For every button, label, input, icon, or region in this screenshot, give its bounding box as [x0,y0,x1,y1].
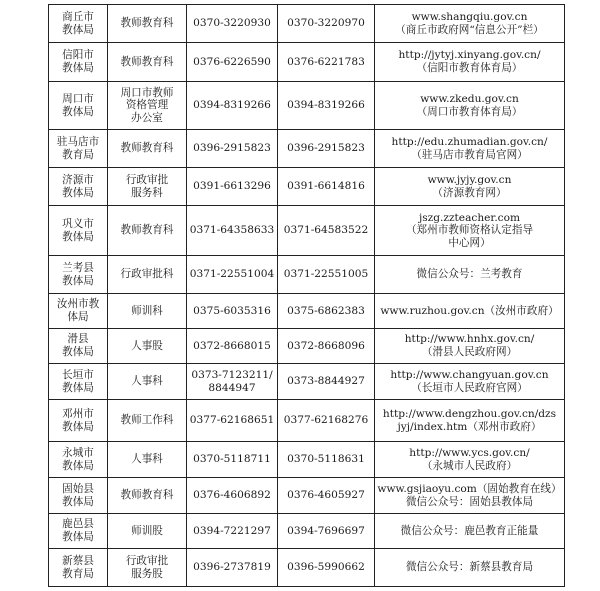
cell-line: 0396-2737819 [193,561,271,574]
phone-cell [187,364,278,400]
cell-line: 资格管理 [125,99,169,112]
cell-line: （周口市教育体育局） [416,105,523,118]
cell-line: 0375-6035316 [193,304,271,317]
unit-cell [49,5,108,43]
cell-line: 周口市 [62,92,94,105]
table-row [49,82,565,130]
website-cell [375,514,565,549]
cell-line: 永城市 [62,446,94,459]
website-cell [375,364,565,400]
cell-line: 教体局 [62,62,94,74]
cell-line: （信阳市教育体育局） [416,62,523,74]
cell-line: 0372-8668015 [193,339,271,352]
cell-line: （商丘市政府网“信息公开”栏） [395,23,544,36]
unit-cell [49,130,108,168]
department-cell [108,168,187,206]
cell-line: jyj/index.htm（邓州市政府） [397,420,542,433]
phone-cell [187,130,278,168]
website-cell [375,549,565,587]
table-row [49,206,565,256]
department-cell [108,5,187,43]
cell-line: 办公室 [131,111,163,124]
fax-cell [278,442,375,478]
cell-line: 服务股 [131,567,163,580]
cell-line: 信阳市 [62,49,94,62]
fax-cell [278,130,375,168]
table-row [49,256,565,294]
cell-line: http://www.dengzhou.gov.cn/dzs [382,407,557,420]
cell-line: 教育局 [62,567,94,580]
cell-line: 教师教育科 [120,489,174,502]
phone-cell [187,5,278,43]
table-row [49,514,565,549]
phone-cell [187,478,278,514]
cell-line: 教体局 [62,420,94,433]
unit-cell [49,294,108,329]
cell-line: 0370-5118711 [193,453,271,466]
cell-line: 微信公众号：鹿邑教育正能量 [400,524,539,537]
table-row [49,5,565,43]
cell-line: 长垣市 [62,368,94,381]
cell-line: 微信公众号：固始县教体局 [405,495,534,508]
unit-cell [49,82,108,130]
table-row [49,478,565,514]
cell-line: http://jytyj.xinyang.gov.cn/ [398,49,541,62]
cell-line: 0394-8319266 [193,99,271,112]
cell-line: www.jyjy.gov.cn [427,173,512,186]
cell-line: 0396-2915823 [287,142,365,155]
department-cell [108,256,187,294]
fax-cell [278,206,375,256]
website-cell [375,168,565,206]
cell-line: （永城市人民政府） [421,459,518,472]
cell-line: 师训科 [131,304,163,317]
cell-line: 服务科 [131,186,163,199]
phone-cell [187,400,278,442]
cell-line: 教体局 [62,495,94,508]
cell-line: 0373-7123211/ [191,368,273,381]
department-cell [108,82,187,130]
cell-line: 师训股 [131,524,163,537]
cell-line: 周口市教师 [120,86,174,99]
cell-line: 教师教育科 [120,55,174,68]
cell-line: 0376-4605927 [287,489,365,502]
website-cell [375,43,565,82]
fax-cell [278,82,375,130]
cell-line: 教体局 [62,531,94,543]
cell-line: http://www.ycs.gov.cn/ [409,446,530,459]
table-row [49,442,565,478]
cell-line: 0371-22551004 [189,268,275,281]
fax-cell [278,364,375,400]
cell-line: 人事股 [131,339,163,352]
fax-cell [278,400,375,442]
cell-line: 教体局 [62,381,94,394]
phone-cell [187,514,278,549]
cell-line: 教体局 [62,186,94,199]
unit-cell [49,256,108,294]
cell-line: 人事科 [131,375,163,388]
website-cell [375,130,565,168]
cell-line: 8844947 [208,381,256,394]
cell-line: （长垣市人民政府官网） [411,381,528,394]
cell-line: 教师教育科 [120,142,174,155]
fax-cell [278,43,375,82]
unit-cell [49,206,108,256]
cell-line: 教师教育科 [120,224,174,237]
cell-line: 体局 [67,311,89,323]
table-row [49,294,565,329]
department-cell [108,478,187,514]
website-cell [375,5,565,43]
cell-line: 巩义市 [62,217,94,230]
cell-line: 教育局 [62,148,94,161]
fax-cell [278,514,375,549]
fax-cell [278,256,375,294]
cell-line: 0396-5990662 [287,561,365,574]
fax-cell [278,478,375,514]
cell-line: 0377-62168276 [283,414,369,427]
cell-line: （郑州市教师资格认定指导 [405,224,534,237]
cell-line: 邓州市 [62,407,94,420]
cell-line: （济源教育网） [432,186,507,199]
fax-cell [278,168,375,206]
cell-line: 商丘市 [62,10,94,23]
cell-line: 微信公众号：兰考教育 [416,268,523,281]
cell-line: 驻马店市 [56,135,100,148]
cell-line: www.gsjiaoyu.com（固始教育在线） [377,482,562,495]
fax-cell [278,329,375,364]
website-cell [375,82,565,130]
table-row [49,130,565,168]
cell-line: www.ruzhou.gov.cn（汝州市政府） [380,304,559,317]
cell-line: jszg.zzteacher.com [418,211,521,224]
website-cell [375,294,565,329]
table-row [49,400,565,442]
unit-cell [49,364,108,400]
unit-cell [49,329,108,364]
cell-line: 教师教育科 [120,17,174,30]
cell-line: 教体局 [62,230,94,243]
cell-line: 教体局 [62,274,94,287]
unit-cell [49,478,108,514]
fax-cell [278,5,375,43]
unit-cell [49,442,108,478]
cell-line: 0371-64358633 [189,224,275,237]
cell-line: 0394-7696697 [287,524,365,537]
cell-line: 0391-6614816 [287,180,365,193]
phone-cell [187,256,278,294]
website-cell [375,400,565,442]
phone-cell [187,329,278,364]
table-row [49,329,565,364]
cell-line: 鹿邑县 [62,518,94,531]
cell-line: 滑县 [67,333,89,346]
table-row [49,168,565,206]
cell-line: 0376-4606892 [193,489,271,502]
cell-line: 0391-6613296 [193,180,271,193]
website-cell [375,478,565,514]
cell-line: 0372-8668096 [287,339,365,352]
unit-cell [49,43,108,82]
cell-line: www.shangqiu.gov.cn [411,10,528,23]
department-cell [108,442,187,478]
department-cell [108,400,187,442]
department-cell [108,130,187,168]
cell-line: 0377-62168651 [189,414,275,427]
phone-cell [187,43,278,82]
phone-cell [187,206,278,256]
cell-line: 中心网） [448,236,491,249]
website-cell [375,206,565,256]
website-cell [375,442,565,478]
cell-line: 汝州市教 [56,298,100,311]
phone-cell [187,549,278,587]
department-cell [108,43,187,82]
cell-line: 0371-22551005 [283,268,369,281]
cell-line: http://www.hnhx.gov.cn/ [404,333,535,346]
cell-line: 0370-5118631 [287,453,365,466]
unit-cell [49,514,108,549]
fax-cell [278,294,375,329]
unit-cell [49,400,108,442]
cell-line: 教师工作科 [120,414,174,427]
unit-cell [49,549,108,587]
cell-line: 教体局 [62,459,94,472]
cell-line: 0394-7221297 [193,524,271,537]
phone-cell [187,442,278,478]
department-cell [108,514,187,549]
cell-line: 人事科 [131,453,163,466]
cell-line: 0370-3220930 [193,17,271,30]
cell-line: 0373-8844927 [287,375,365,388]
phone-cell [187,294,278,329]
cell-line: 0371-64583522 [283,224,369,237]
department-cell [108,329,187,364]
cell-line: 教体局 [62,346,94,358]
cell-line: 教体局 [62,23,94,36]
cell-line: 0370-3220970 [287,17,365,30]
department-cell [108,206,187,256]
cell-line: 0394-8319266 [287,99,365,112]
cell-line: 0376-6226590 [193,55,271,68]
cell-line: 0375-6862383 [287,304,365,317]
unit-cell [49,168,108,206]
department-cell [108,294,187,329]
phone-cell [187,82,278,130]
cell-line: 0396-2915823 [193,142,271,155]
table-row [49,364,565,400]
department-cell [108,364,187,400]
department-cell [108,549,187,587]
cell-line: 行政审批科 [120,268,174,281]
cell-line: （驻马店市教育局官网） [411,148,528,161]
fax-cell [278,549,375,587]
cell-line: 行政审批 [125,173,169,186]
cell-line: 济源市 [62,173,94,186]
cell-line: 行政审批 [125,554,169,567]
website-cell [375,256,565,294]
cell-line: http://edu.zhumadian.gov.cn/ [391,135,548,148]
website-cell [375,329,565,364]
phone-cell [187,168,278,206]
cell-line: 教体局 [62,105,94,118]
contact-table [48,4,565,587]
cell-line: 兰考县 [62,261,94,274]
cell-line: 固始县 [62,482,94,495]
cell-line: 新蔡县 [62,554,94,567]
cell-line: www.zkedu.gov.cn [420,92,519,105]
cell-line: 0376-6221783 [287,55,365,68]
cell-line: （滑县人民政府网） [421,346,518,358]
cell-line: 微信公众号：新蔡县教育局 [405,561,534,574]
table-row [49,43,565,82]
table-row [49,549,565,587]
cell-line: http://www.changyuan.gov.cn [390,368,549,381]
